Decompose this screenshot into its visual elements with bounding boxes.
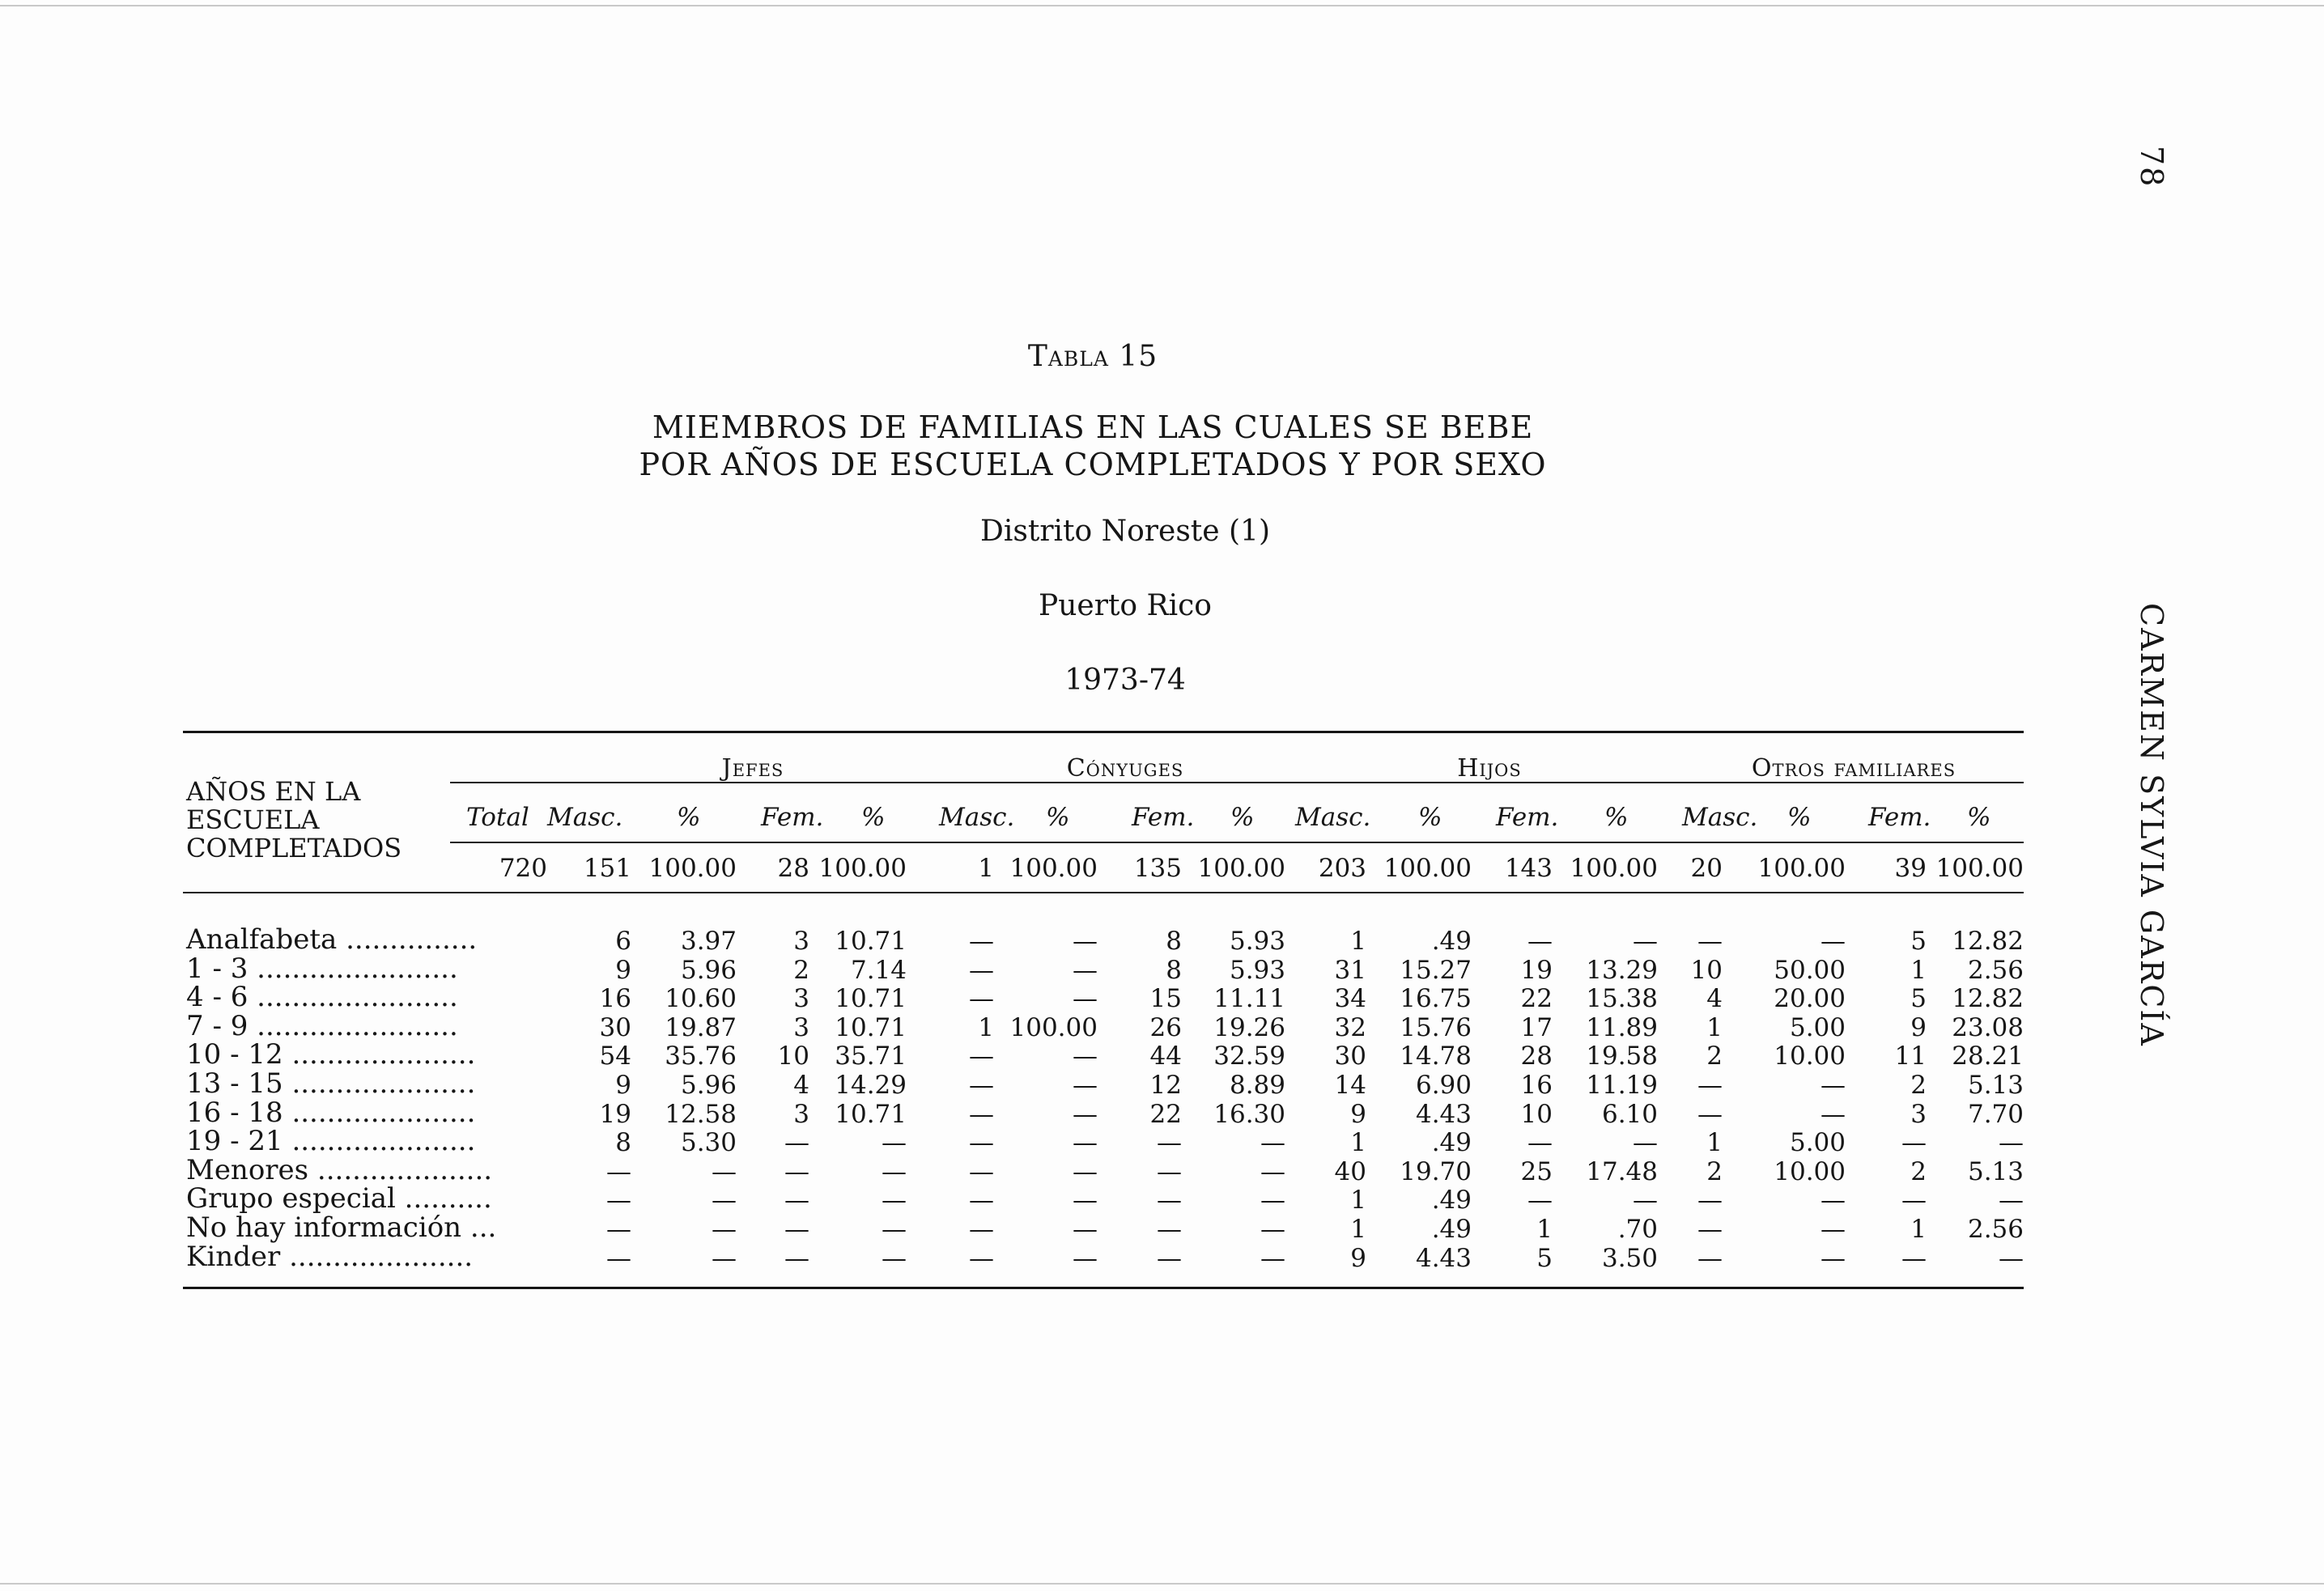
table-cell: 19 (599, 1100, 631, 1129)
row-header-line-3: COMPLETADOS (186, 833, 402, 863)
table-cell: 31 (1334, 956, 1366, 985)
table-cell: — (1821, 1100, 1846, 1129)
table-cell: 10.00 (1774, 1042, 1846, 1071)
table-row (0, 1125, 2024, 1157)
column-subheader: Masc. (1682, 803, 1758, 832)
table-cell: 10 (1520, 1100, 1553, 1129)
table-cell: 1 (1706, 1128, 1723, 1157)
table-bottom-rule (183, 1287, 2024, 1289)
table-cell: — (1527, 1128, 1553, 1157)
table-cell: — (969, 956, 994, 985)
table-cell: — (1073, 1042, 1098, 1071)
table-cell: 15.27 (1400, 956, 1472, 985)
table-cell: — (1073, 1186, 1098, 1215)
table-cell: — (784, 1215, 809, 1244)
table-cell: 1 (978, 1013, 994, 1042)
table-cell: 8 (1166, 927, 1182, 956)
table-cell: 17.48 (1586, 1157, 1658, 1186)
running-author: CARMEN SYLVIA GARCÍA (2134, 603, 2169, 1047)
table-cell: 5.93 (1229, 956, 1285, 985)
table-cell: — (784, 1128, 809, 1157)
table-cell: — (1260, 1215, 1285, 1244)
column-subheader: Masc. (1295, 803, 1371, 832)
group-header-hijos: Hijos (1457, 754, 1522, 783)
table-cell: 30 (1334, 1042, 1366, 1071)
table-cell: — (1073, 1157, 1098, 1186)
table-cell: — (1157, 1157, 1182, 1186)
table-row (0, 1182, 2024, 1215)
table-cell: 26 (1149, 1013, 1182, 1042)
table-cell: 8.89 (1229, 1071, 1285, 1100)
table-cell: 3 (1910, 1100, 1927, 1129)
table-row (0, 1067, 2024, 1100)
table-cell: 6.10 (1601, 1100, 1658, 1129)
table-cell: 3.50 (1601, 1244, 1658, 1273)
table-subtitle-country: Puerto Rico (1039, 589, 1212, 622)
column-subheader: % (1230, 803, 1255, 832)
table-cell: — (1821, 1186, 1846, 1215)
total-cell: 100.00 (1935, 854, 2024, 883)
table-cell: — (1073, 1215, 1098, 1244)
table-cell: 16 (1520, 1071, 1553, 1100)
table-cell: 17 (1520, 1013, 1553, 1042)
table-cell: 3 (793, 1013, 809, 1042)
table-cell: — (1157, 1215, 1182, 1244)
total-cell: 100.00 (818, 854, 907, 883)
table-cell: 10.71 (835, 1100, 907, 1129)
total-cell: 151 (583, 854, 631, 883)
table-cell: — (784, 1244, 809, 1273)
table-cell: — (1697, 1186, 1723, 1215)
table-cell: — (969, 1100, 994, 1129)
table-cell: 34 (1334, 984, 1366, 1013)
row-label: 7 - 9 ....................... (186, 1010, 458, 1042)
table-cell: — (1633, 1186, 1658, 1215)
table-cell: .49 (1431, 1186, 1472, 1215)
table-cell: — (1999, 1244, 2024, 1273)
table-cell: — (1157, 1186, 1182, 1215)
table-cell: 11 (1894, 1042, 1927, 1071)
table-cell: 40 (1334, 1157, 1366, 1186)
table-cell: 5 (1910, 927, 1927, 956)
total-cell: 720 (499, 854, 547, 883)
table-cell: 5.00 (1789, 1128, 1846, 1157)
table-cell: 5.13 (1967, 1157, 2024, 1186)
table-cell: — (1073, 984, 1098, 1013)
column-subheader: Fem. (1496, 803, 1559, 832)
table-cell: — (1157, 1244, 1182, 1273)
row-label: 1 - 3 ....................... (186, 952, 458, 985)
table-cell: — (969, 1042, 994, 1071)
table-cell: .49 (1431, 1215, 1472, 1244)
table-cell: 2 (1706, 1157, 1723, 1186)
table-cell: 2.56 (1967, 956, 2024, 985)
total-cell: 100.00 (1009, 854, 1098, 883)
table-cell: 12.82 (1952, 984, 2024, 1013)
table-cell: 28.21 (1952, 1042, 2024, 1071)
table-cell: 2.56 (1967, 1215, 2024, 1244)
table-cell: .70 (1617, 1215, 1658, 1244)
table-cell: — (1260, 1128, 1285, 1157)
column-subheader: Fem. (761, 803, 824, 832)
row-label: Kinder ..................... (186, 1241, 474, 1273)
group-header-conyuges: Cónyuges (1066, 754, 1184, 783)
table-cell: 10.71 (835, 927, 907, 956)
table-cell: 16.30 (1213, 1100, 1285, 1129)
table-cell: 16.75 (1400, 984, 1472, 1013)
table-cell: 8 (1166, 956, 1182, 985)
table-cell: 10.71 (835, 984, 907, 1013)
table-cell: 2 (1910, 1071, 1927, 1100)
table-cell: 14.78 (1400, 1042, 1472, 1071)
table-cell: — (969, 1128, 994, 1157)
table-cell: 11.11 (1213, 984, 1285, 1013)
table-cell: 10 (777, 1042, 809, 1071)
table-cell: 1 (1910, 956, 1927, 985)
total-cell: 100.00 (1757, 854, 1846, 883)
table-cell: — (882, 1215, 907, 1244)
table-cell: 16 (599, 984, 631, 1013)
table-title-line-1: MIEMBROS DE FAMILIAS EN LAS CUALES SE BEBE (652, 409, 1534, 445)
row-label: 4 - 6 ....................... (186, 981, 458, 1013)
table-cell: — (1821, 1215, 1846, 1244)
row-label: No hay información ... (186, 1211, 497, 1244)
table-cell: 14 (1334, 1071, 1366, 1100)
table-cell: 7.14 (850, 956, 907, 985)
table-top-rule (183, 731, 2024, 733)
table-cell: 5.30 (680, 1128, 737, 1157)
table-cell: — (1697, 1215, 1723, 1244)
row-label: 19 - 21 ..................... (186, 1125, 476, 1157)
table-cell: 2 (1706, 1042, 1723, 1071)
table-cell: — (882, 1128, 907, 1157)
table-cell: .49 (1431, 1128, 1472, 1157)
row-label: 13 - 15 ..................... (186, 1067, 476, 1100)
table-cell: 15.38 (1586, 984, 1658, 1013)
column-subheader: % (1967, 803, 1991, 832)
table-cell: — (1073, 927, 1098, 956)
table-cell: 9 (1350, 1244, 1366, 1273)
table-cell: 3.97 (680, 927, 737, 956)
total-cell: 100.00 (1197, 854, 1285, 883)
table-cell: 1 (1350, 1215, 1366, 1244)
table-cell: 4.43 (1415, 1100, 1472, 1129)
table-cell: — (1697, 927, 1723, 956)
row-label: Analfabeta ............... (186, 923, 478, 956)
table-cell: 1 (1350, 1128, 1366, 1157)
table-cell: — (1073, 1100, 1098, 1129)
table-cell: 5.00 (1789, 1013, 1846, 1042)
total-cell: 143 (1504, 854, 1553, 883)
table-cell: 12.82 (1952, 927, 2024, 956)
table-cell: — (1697, 1071, 1723, 1100)
table-cell: 19.87 (665, 1013, 737, 1042)
table-label: Tabla 15 (1027, 340, 1158, 373)
row-header-line-1: AÑOS EN LA (186, 776, 361, 807)
table-cell: 32 (1334, 1013, 1366, 1042)
table-subtitle-district: Distrito Noreste (1) (980, 515, 1270, 548)
total-cell: 1 (978, 854, 994, 883)
table-cell: — (1073, 1244, 1098, 1273)
column-subheader: % (1418, 803, 1442, 832)
table-cell: 3 (793, 927, 809, 956)
table-cell: 22 (1149, 1100, 1182, 1129)
table-cell: 6 (615, 927, 631, 956)
column-subheader: % (861, 803, 886, 832)
table-cell: — (969, 1071, 994, 1100)
row-label: 10 - 12 ..................... (186, 1038, 476, 1071)
table-row (0, 923, 2024, 956)
table-cell: — (1999, 1186, 2024, 1215)
table-cell: — (1901, 1128, 1927, 1157)
column-subheader: Fem. (1868, 803, 1931, 832)
table-cell: 3 (793, 1100, 809, 1129)
table-cell: — (712, 1186, 737, 1215)
table-cell: — (1527, 1186, 1553, 1215)
table-cell: — (969, 927, 994, 956)
table-cell: — (1073, 1128, 1098, 1157)
page-number: 78 (2134, 146, 2169, 189)
table-cell: 2 (1910, 1157, 1927, 1186)
column-subheader: % (1787, 803, 1812, 832)
table-cell: 5.96 (680, 956, 737, 985)
table-cell: 30 (599, 1013, 631, 1042)
table-cell: — (882, 1244, 907, 1273)
table-cell: 10.60 (665, 984, 737, 1013)
table-cell: 11.89 (1586, 1013, 1658, 1042)
row-label: Menores .................... (186, 1154, 493, 1186)
table-cell: 35.71 (835, 1042, 907, 1071)
table-cell: — (969, 984, 994, 1013)
table-cell: 5.93 (1229, 927, 1285, 956)
table-cell: 22 (1520, 984, 1553, 1013)
table-cell: — (969, 1244, 994, 1273)
table-cell: — (1260, 1157, 1285, 1186)
table-row (0, 981, 2024, 1013)
table-cell: 2 (793, 956, 809, 985)
table-cell: 12 (1149, 1071, 1182, 1100)
row-label: Grupo especial .......... (186, 1182, 492, 1215)
table-cell: 13.29 (1586, 956, 1658, 985)
table-cell: 19 (1520, 956, 1553, 985)
group-header-otros-familiares: Otros familiares (1751, 754, 1956, 783)
table-cell: 19.26 (1213, 1013, 1285, 1042)
total-cell: 100.00 (648, 854, 737, 883)
totals-rule (183, 892, 2024, 893)
table-row (0, 1211, 2024, 1244)
table-cell: — (1260, 1186, 1285, 1215)
table-cell: — (882, 1157, 907, 1186)
table-cell: 20.00 (1774, 984, 1846, 1013)
column-subheader: % (677, 803, 701, 832)
table-cell: — (882, 1186, 907, 1215)
table-cell: — (784, 1186, 809, 1215)
table-cell: — (969, 1215, 994, 1244)
table-cell: 19.58 (1586, 1042, 1658, 1071)
group-header-jefes: Jefes (721, 754, 784, 783)
table-cell: 19.70 (1400, 1157, 1472, 1186)
column-subheader: Masc. (547, 803, 623, 832)
table-cell: 12.58 (665, 1100, 737, 1129)
column-subheader: % (1604, 803, 1629, 832)
row-header-line-2: ESCUELA (186, 804, 320, 835)
table-cell: 25 (1520, 1157, 1553, 1186)
table-cell: 23.08 (1952, 1013, 2024, 1042)
subheader-rule (450, 842, 2024, 843)
table-cell: — (1901, 1186, 1927, 1215)
table-cell: — (1901, 1244, 1927, 1273)
table-cell: 9 (615, 956, 631, 985)
page-top-edge (0, 5, 2324, 6)
table-cell: 10 (1690, 956, 1723, 985)
table-cell: — (712, 1244, 737, 1273)
table-cell: 1 (1910, 1215, 1927, 1244)
table-cell: 7.70 (1967, 1100, 2024, 1129)
table-cell: 8 (615, 1128, 631, 1157)
table-subtitle-year: 1973-74 (1064, 664, 1186, 697)
table-cell: 54 (599, 1042, 631, 1071)
table-cell: 1 (1536, 1215, 1553, 1244)
table-cell: — (1633, 927, 1658, 956)
table-cell: 44 (1149, 1042, 1182, 1071)
table-cell: 5 (1536, 1244, 1553, 1273)
table-cell: 35.76 (665, 1042, 737, 1071)
table-cell: 100.00 (1009, 1013, 1098, 1042)
table-cell: 32.59 (1213, 1042, 1285, 1071)
table-cell: 4.43 (1415, 1244, 1472, 1273)
table-cell: — (606, 1244, 631, 1273)
table-cell: — (1697, 1244, 1723, 1273)
table-cell: — (606, 1215, 631, 1244)
table-cell: .49 (1431, 927, 1472, 956)
table-cell: 9 (615, 1071, 631, 1100)
table-cell: 4 (793, 1071, 809, 1100)
table-cell: — (606, 1186, 631, 1215)
table-cell: 28 (1520, 1042, 1553, 1071)
table-cell: — (1157, 1128, 1182, 1157)
column-subheader: Total (466, 803, 529, 832)
row-label: 16 - 18 ..................... (186, 1097, 476, 1129)
table-cell: 15 (1149, 984, 1182, 1013)
table-cell: 1 (1350, 927, 1366, 956)
table-cell: — (1999, 1128, 2024, 1157)
table-cell: — (712, 1157, 737, 1186)
table-cell: — (1633, 1128, 1658, 1157)
table-cell: — (1073, 1071, 1098, 1100)
table-cell: 14.29 (835, 1071, 907, 1100)
table-cell: — (969, 1157, 994, 1186)
total-cell: 28 (777, 854, 809, 883)
table-row (0, 1241, 2024, 1273)
table-cell: — (969, 1186, 994, 1215)
table-cell: 15.76 (1400, 1013, 1472, 1042)
table-cell: — (1260, 1244, 1285, 1273)
total-cell: 20 (1690, 854, 1723, 883)
table-cell: — (1821, 1071, 1846, 1100)
table-cell: 4 (1706, 984, 1723, 1013)
table-cell: — (712, 1215, 737, 1244)
table-cell: 3 (793, 984, 809, 1013)
table-cell: — (606, 1157, 631, 1186)
table-cell: — (1821, 1244, 1846, 1273)
total-cell: 135 (1133, 854, 1182, 883)
table-cell: 6.90 (1415, 1071, 1472, 1100)
table-cell: — (1697, 1100, 1723, 1129)
table-cell: 5 (1910, 984, 1927, 1013)
column-subheader: Fem. (1132, 803, 1195, 832)
table-cell: 50.00 (1774, 956, 1846, 985)
table-cell: — (784, 1157, 809, 1186)
table-cell: 5.13 (1967, 1071, 2024, 1100)
table-cell: 9 (1910, 1013, 1927, 1042)
table-cell: 1 (1706, 1013, 1723, 1042)
table-cell: 9 (1350, 1100, 1366, 1129)
column-subheader: Masc. (939, 803, 1015, 832)
total-cell: 203 (1318, 854, 1366, 883)
table-row (0, 1038, 2024, 1071)
table-cell: — (1527, 927, 1553, 956)
column-subheader: % (1046, 803, 1070, 832)
table-cell: 10.00 (1774, 1157, 1846, 1186)
total-cell: 39 (1894, 854, 1927, 883)
table-title-line-2: POR AÑOS DE ESCUELA COMPLETADOS Y POR SEXO (639, 447, 1547, 482)
page-bottom-edge (0, 1583, 2324, 1585)
table-cell: 1 (1350, 1186, 1366, 1215)
table-cell: — (1821, 927, 1846, 956)
table-cell: 5.96 (680, 1071, 737, 1100)
total-cell: 100.00 (1570, 854, 1658, 883)
table-cell: 10.71 (835, 1013, 907, 1042)
total-cell: 100.00 (1383, 854, 1472, 883)
table-cell: 11.19 (1586, 1071, 1658, 1100)
table-cell: — (1073, 956, 1098, 985)
